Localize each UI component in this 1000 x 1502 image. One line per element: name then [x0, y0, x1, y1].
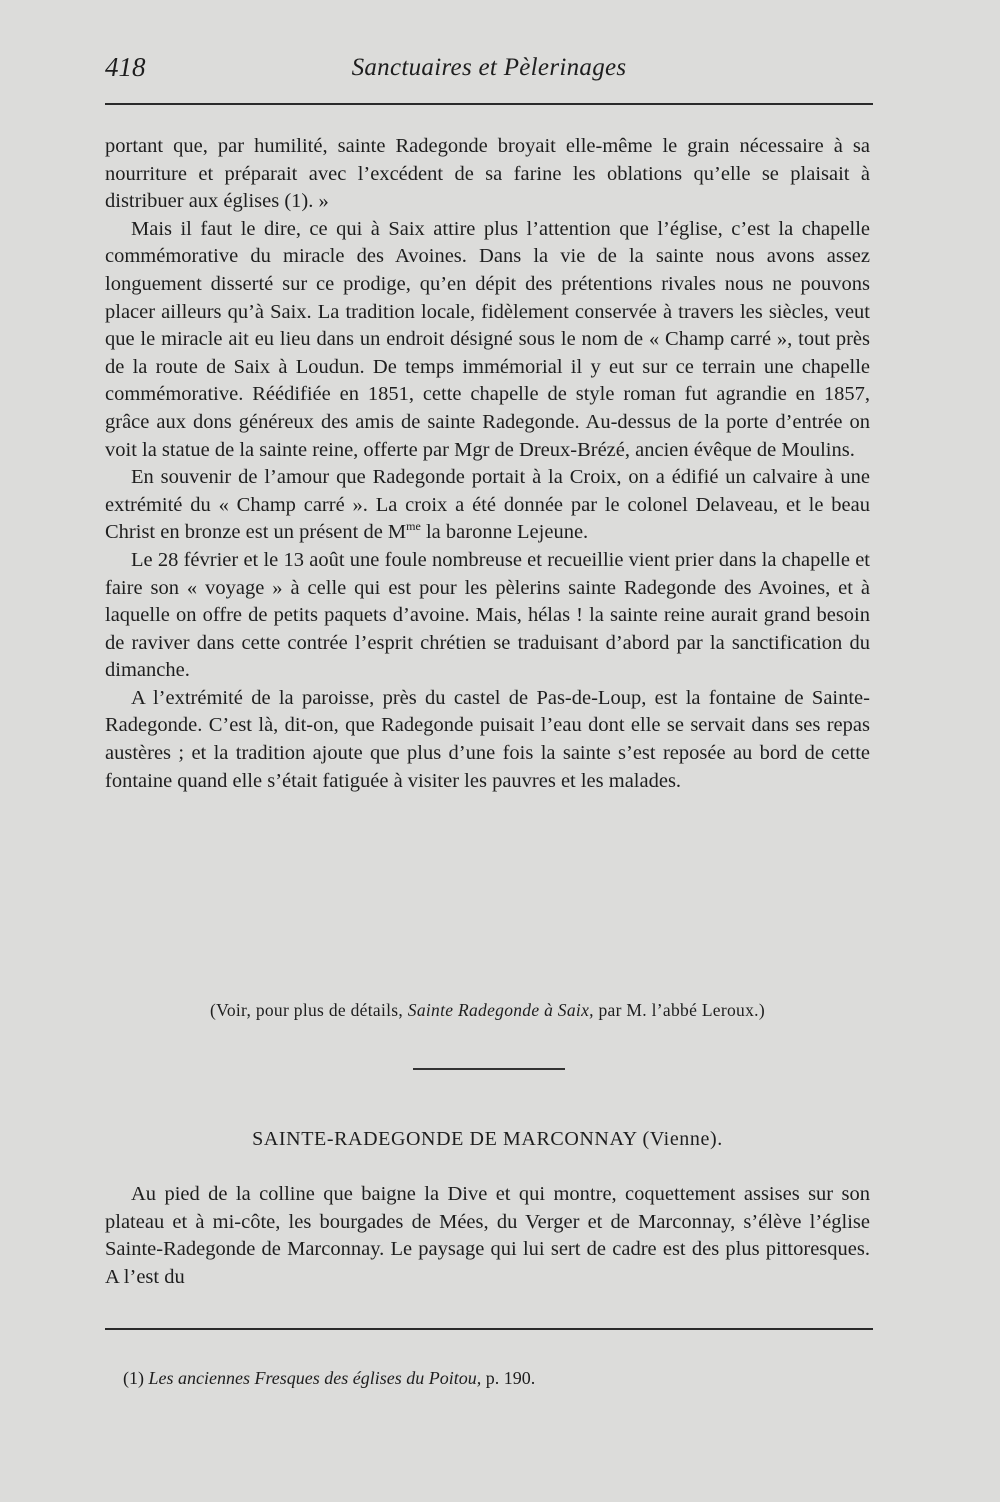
- header-rule: [105, 103, 873, 105]
- page-number: 418: [105, 52, 146, 82]
- footnote: [123, 1368, 863, 1389]
- paragraph-3-end: la baronne Lejeune.: [420, 521, 589, 544]
- section-title: SAINTE-RADEGONDE DE MARCONNAY (Vienne).: [252, 1128, 723, 1150]
- paragraph-3-start: En souvenir de l’amour que Radegonde portait à la Croix, on a édifié un calvaire à une extrémité du « Champ carré ». La croix a été donnée par le colonel Delaveau, et le beau Christ en bronze est un présent de M: [105, 466, 870, 544]
- paragraph-1: portant que, par humilité, sainte Radegonde broyait elle-même le grain nécessaire à sa nourriture et préparait avec l’excédent de sa farine les oblations qu’elle se plaisait à distribuer aux églises (1). »: [105, 135, 870, 213]
- reference-note-title: Sainte Radegonde à Saix,: [407, 1000, 594, 1020]
- reference-note-start: (Voir, pour plus de détails,: [210, 1000, 408, 1020]
- running-title: Sanctuaires et Pèlerinages: [351, 54, 627, 81]
- page-header: [105, 52, 873, 92]
- superscript-me: me: [406, 519, 421, 534]
- main-text: [105, 133, 870, 795]
- section-divider: [413, 1068, 565, 1070]
- footnote-title: Les anciennes Fresques des églises du Poitou,: [148, 1368, 482, 1388]
- paragraph-5: A l’extrémité de la paroisse, près du castel de Pas-de-Loup, est la fontaine de Sainte-Radegonde. C’est là, dit-on, que Radegonde puisait l’eau dont elle se servait dans ses repas austères ; et la tradition ajoute que plus d’une fois la sainte s’est reposée au bord de cette fontaine quand elle s’était fatiguée à visiter les pauvres et les malades.: [105, 686, 870, 792]
- footnote-end: p. 190.: [481, 1368, 536, 1388]
- section-text: [105, 1181, 870, 1291]
- paragraph-2: Mais il faut le dire, ce qui à Saix attire plus l’attention que l’église, c’est la chapelle commémorative du miracle des Avoines. Dans la vie de la sainte nous avons assez longuement disserté sur ce prodige, qu’en dépit des prétentions rivales nous ne pouvons placer ailleurs qu’à Saix. La tradition locale, fidèlement conservée à travers les siècles, veut que le miracle ait eu lieu dans un endroit désigné sous le nom de « Champ carré », tout près de la route de Saix à Loudun. De temps immémorial il y eut sur ce terrain une chapelle commémorative. Réédifiée en 1851, cette chapelle de style roman fut agrandie en 1857, grâce aux dons généreux des amis de sainte Radegonde. Au-dessus de la porte d’entrée on voit la statue de la sainte reine, offerte par Mgr de Dreux-Brézé, ancien évêque de Moulins.: [105, 217, 870, 461]
- reference-note: [105, 1000, 870, 1021]
- footnote-marker: (1): [123, 1368, 149, 1388]
- section-paragraph-1: Au pied de la colline que baigne la Dive et qui montre, coquettement assises sur son plateau et à mi-côte, les bourgades de Mées, du Verger et de Marconnay, s’élève l’église Sainte-Radegonde de Marconnay. Le paysage qui lui sert de cadre est des plus pittoresques. A l’est du: [105, 1183, 870, 1288]
- footnote-rule: [105, 1328, 873, 1330]
- paragraph-4: Le 28 février et le 13 août une foule nombreuse et recueillie vient prier dans la chapelle et faire son « voyage » à celle qui est pour les pèlerins sainte Radegonde des Avoines, et à laquelle on offre de petits paquets d’avoine. Mais, hélas ! la sainte reine aurait grand besoin de raviver dans cette contrée l’esprit chrétien se traduisant d’abord par la sanctification du dimanche.: [105, 548, 870, 682]
- paragraph-3: [105, 464, 870, 547]
- reference-note-end: par M. l’abbé Leroux.): [593, 1000, 765, 1020]
